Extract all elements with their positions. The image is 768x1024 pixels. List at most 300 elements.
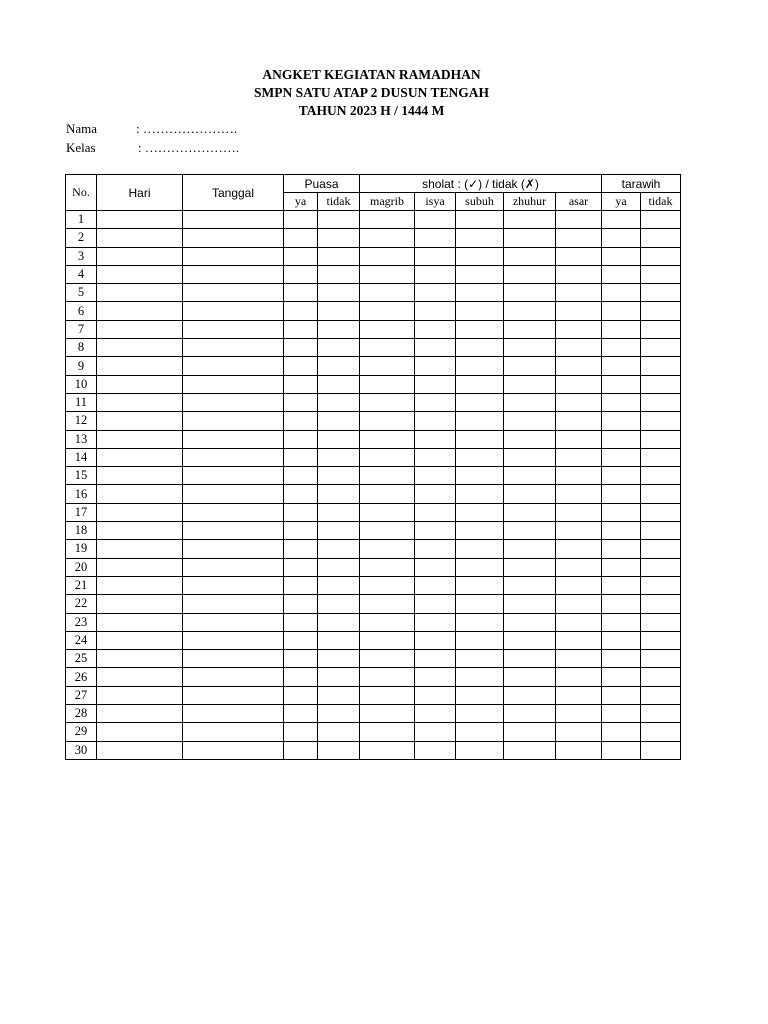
tarawih-ya-cell[interactable] bbox=[602, 265, 641, 283]
tanggal-cell[interactable] bbox=[183, 339, 284, 357]
hari-cell[interactable] bbox=[97, 613, 183, 631]
subuh-cell[interactable] bbox=[456, 595, 504, 613]
tanggal-cell[interactable] bbox=[183, 320, 284, 338]
tarawih-ya-cell[interactable] bbox=[602, 503, 641, 521]
puasa-ya-cell[interactable] bbox=[284, 540, 318, 558]
tarawih-tidak-cell[interactable] bbox=[641, 522, 681, 540]
puasa-ya-cell[interactable] bbox=[284, 485, 318, 503]
hari-cell[interactable] bbox=[97, 576, 183, 594]
subuh-cell[interactable] bbox=[456, 211, 504, 229]
subuh-cell[interactable] bbox=[456, 558, 504, 576]
puasa-tidak-cell[interactable] bbox=[318, 558, 360, 576]
puasa-ya-cell[interactable] bbox=[284, 357, 318, 375]
magrib-cell[interactable] bbox=[360, 741, 415, 759]
hari-cell[interactable] bbox=[97, 375, 183, 393]
puasa-tidak-cell[interactable] bbox=[318, 229, 360, 247]
hari-cell[interactable] bbox=[97, 430, 183, 448]
puasa-ya-cell[interactable] bbox=[284, 430, 318, 448]
hari-cell[interactable] bbox=[97, 558, 183, 576]
tanggal-cell[interactable] bbox=[183, 668, 284, 686]
zhuhur-cell[interactable] bbox=[504, 302, 556, 320]
puasa-ya-cell[interactable] bbox=[284, 393, 318, 411]
tarawih-ya-cell[interactable] bbox=[602, 668, 641, 686]
tarawih-ya-cell[interactable] bbox=[602, 320, 641, 338]
puasa-ya-cell[interactable] bbox=[284, 320, 318, 338]
subuh-cell[interactable] bbox=[456, 430, 504, 448]
tarawih-tidak-cell[interactable] bbox=[641, 412, 681, 430]
magrib-cell[interactable] bbox=[360, 595, 415, 613]
tanggal-cell[interactable] bbox=[183, 650, 284, 668]
tanggal-cell[interactable] bbox=[183, 467, 284, 485]
subuh-cell[interactable] bbox=[456, 302, 504, 320]
isya-cell[interactable] bbox=[415, 265, 456, 283]
subuh-cell[interactable] bbox=[456, 503, 504, 521]
subuh-cell[interactable] bbox=[456, 485, 504, 503]
isya-cell[interactable] bbox=[415, 522, 456, 540]
isya-cell[interactable] bbox=[415, 686, 456, 704]
tarawih-ya-cell[interactable] bbox=[602, 595, 641, 613]
asar-cell[interactable] bbox=[556, 448, 602, 466]
magrib-cell[interactable] bbox=[360, 522, 415, 540]
isya-cell[interactable] bbox=[415, 668, 456, 686]
tanggal-cell[interactable] bbox=[183, 412, 284, 430]
tanggal-cell[interactable] bbox=[183, 229, 284, 247]
asar-cell[interactable] bbox=[556, 503, 602, 521]
zhuhur-cell[interactable] bbox=[504, 631, 556, 649]
tanggal-cell[interactable] bbox=[183, 393, 284, 411]
zhuhur-cell[interactable] bbox=[504, 284, 556, 302]
asar-cell[interactable] bbox=[556, 393, 602, 411]
subuh-cell[interactable] bbox=[456, 375, 504, 393]
tanggal-cell[interactable] bbox=[183, 576, 284, 594]
puasa-ya-cell[interactable] bbox=[284, 448, 318, 466]
magrib-cell[interactable] bbox=[360, 540, 415, 558]
hari-cell[interactable] bbox=[97, 631, 183, 649]
magrib-cell[interactable] bbox=[360, 339, 415, 357]
tarawih-tidak-cell[interactable] bbox=[641, 723, 681, 741]
tarawih-ya-cell[interactable] bbox=[602, 448, 641, 466]
isya-cell[interactable] bbox=[415, 705, 456, 723]
hari-cell[interactable] bbox=[97, 229, 183, 247]
tarawih-ya-cell[interactable] bbox=[602, 430, 641, 448]
puasa-tidak-cell[interactable] bbox=[318, 650, 360, 668]
tarawih-tidak-cell[interactable] bbox=[641, 265, 681, 283]
tanggal-cell[interactable] bbox=[183, 448, 284, 466]
tanggal-cell[interactable] bbox=[183, 613, 284, 631]
tanggal-cell[interactable] bbox=[183, 595, 284, 613]
magrib-cell[interactable] bbox=[360, 412, 415, 430]
magrib-cell[interactable] bbox=[360, 650, 415, 668]
puasa-tidak-cell[interactable] bbox=[318, 723, 360, 741]
tarawih-ya-cell[interactable] bbox=[602, 650, 641, 668]
zhuhur-cell[interactable] bbox=[504, 741, 556, 759]
tarawih-tidak-cell[interactable] bbox=[641, 650, 681, 668]
zhuhur-cell[interactable] bbox=[504, 686, 556, 704]
asar-cell[interactable] bbox=[556, 705, 602, 723]
tarawih-ya-cell[interactable] bbox=[602, 247, 641, 265]
zhuhur-cell[interactable] bbox=[504, 339, 556, 357]
magrib-cell[interactable] bbox=[360, 686, 415, 704]
zhuhur-cell[interactable] bbox=[504, 320, 556, 338]
puasa-tidak-cell[interactable] bbox=[318, 741, 360, 759]
isya-cell[interactable] bbox=[415, 393, 456, 411]
tanggal-cell[interactable] bbox=[183, 247, 284, 265]
hari-cell[interactable] bbox=[97, 265, 183, 283]
subuh-cell[interactable] bbox=[456, 613, 504, 631]
zhuhur-cell[interactable] bbox=[504, 613, 556, 631]
magrib-cell[interactable] bbox=[360, 302, 415, 320]
magrib-cell[interactable] bbox=[360, 247, 415, 265]
magrib-cell[interactable] bbox=[360, 357, 415, 375]
isya-cell[interactable] bbox=[415, 229, 456, 247]
zhuhur-cell[interactable] bbox=[504, 412, 556, 430]
tanggal-cell[interactable] bbox=[183, 302, 284, 320]
tarawih-tidak-cell[interactable] bbox=[641, 375, 681, 393]
puasa-tidak-cell[interactable] bbox=[318, 631, 360, 649]
subuh-cell[interactable] bbox=[456, 723, 504, 741]
tarawih-ya-cell[interactable] bbox=[602, 576, 641, 594]
tarawih-tidak-cell[interactable] bbox=[641, 540, 681, 558]
magrib-cell[interactable] bbox=[360, 265, 415, 283]
subuh-cell[interactable] bbox=[456, 540, 504, 558]
isya-cell[interactable] bbox=[415, 558, 456, 576]
tarawih-tidak-cell[interactable] bbox=[641, 302, 681, 320]
hari-cell[interactable] bbox=[97, 485, 183, 503]
magrib-cell[interactable] bbox=[360, 485, 415, 503]
tarawih-ya-cell[interactable] bbox=[602, 229, 641, 247]
puasa-tidak-cell[interactable] bbox=[318, 265, 360, 283]
hari-cell[interactable] bbox=[97, 723, 183, 741]
zhuhur-cell[interactable] bbox=[504, 485, 556, 503]
asar-cell[interactable] bbox=[556, 522, 602, 540]
tanggal-cell[interactable] bbox=[183, 503, 284, 521]
isya-cell[interactable] bbox=[415, 723, 456, 741]
subuh-cell[interactable] bbox=[456, 284, 504, 302]
tarawih-tidak-cell[interactable] bbox=[641, 339, 681, 357]
puasa-ya-cell[interactable] bbox=[284, 595, 318, 613]
asar-cell[interactable] bbox=[556, 613, 602, 631]
tarawih-ya-cell[interactable] bbox=[602, 705, 641, 723]
puasa-ya-cell[interactable] bbox=[284, 668, 318, 686]
hari-cell[interactable] bbox=[97, 211, 183, 229]
puasa-tidak-cell[interactable] bbox=[318, 686, 360, 704]
isya-cell[interactable] bbox=[415, 467, 456, 485]
hari-cell[interactable] bbox=[97, 668, 183, 686]
asar-cell[interactable] bbox=[556, 668, 602, 686]
zhuhur-cell[interactable] bbox=[504, 375, 556, 393]
magrib-cell[interactable] bbox=[360, 631, 415, 649]
isya-cell[interactable] bbox=[415, 357, 456, 375]
puasa-ya-cell[interactable] bbox=[284, 522, 318, 540]
tarawih-ya-cell[interactable] bbox=[602, 485, 641, 503]
tanggal-cell[interactable] bbox=[183, 430, 284, 448]
subuh-cell[interactable] bbox=[456, 650, 504, 668]
tarawih-ya-cell[interactable] bbox=[602, 522, 641, 540]
asar-cell[interactable] bbox=[556, 558, 602, 576]
magrib-cell[interactable] bbox=[360, 613, 415, 631]
puasa-ya-cell[interactable] bbox=[284, 229, 318, 247]
subuh-cell[interactable] bbox=[456, 686, 504, 704]
puasa-tidak-cell[interactable] bbox=[318, 668, 360, 686]
isya-cell[interactable] bbox=[415, 412, 456, 430]
tarawih-ya-cell[interactable] bbox=[602, 284, 641, 302]
zhuhur-cell[interactable] bbox=[504, 705, 556, 723]
isya-cell[interactable] bbox=[415, 595, 456, 613]
isya-cell[interactable] bbox=[415, 631, 456, 649]
isya-cell[interactable] bbox=[415, 211, 456, 229]
puasa-ya-cell[interactable] bbox=[284, 211, 318, 229]
tarawih-tidak-cell[interactable] bbox=[641, 430, 681, 448]
hari-cell[interactable] bbox=[97, 448, 183, 466]
zhuhur-cell[interactable] bbox=[504, 211, 556, 229]
magrib-cell[interactable] bbox=[360, 448, 415, 466]
tarawih-tidak-cell[interactable] bbox=[641, 485, 681, 503]
subuh-cell[interactable] bbox=[456, 467, 504, 485]
isya-cell[interactable] bbox=[415, 339, 456, 357]
magrib-cell[interactable] bbox=[360, 430, 415, 448]
asar-cell[interactable] bbox=[556, 430, 602, 448]
tarawih-tidak-cell[interactable] bbox=[641, 357, 681, 375]
magrib-cell[interactable] bbox=[360, 503, 415, 521]
hari-cell[interactable] bbox=[97, 467, 183, 485]
puasa-ya-cell[interactable] bbox=[284, 284, 318, 302]
zhuhur-cell[interactable] bbox=[504, 467, 556, 485]
tarawih-ya-cell[interactable] bbox=[602, 412, 641, 430]
puasa-tidak-cell[interactable] bbox=[318, 284, 360, 302]
puasa-tidak-cell[interactable] bbox=[318, 320, 360, 338]
tarawih-tidak-cell[interactable] bbox=[641, 613, 681, 631]
subuh-cell[interactable] bbox=[456, 247, 504, 265]
puasa-tidak-cell[interactable] bbox=[318, 613, 360, 631]
tanggal-cell[interactable] bbox=[183, 686, 284, 704]
asar-cell[interactable] bbox=[556, 265, 602, 283]
subuh-cell[interactable] bbox=[456, 668, 504, 686]
subuh-cell[interactable] bbox=[456, 357, 504, 375]
hari-cell[interactable] bbox=[97, 393, 183, 411]
tanggal-cell[interactable] bbox=[183, 558, 284, 576]
puasa-tidak-cell[interactable] bbox=[318, 705, 360, 723]
zhuhur-cell[interactable] bbox=[504, 723, 556, 741]
magrib-cell[interactable] bbox=[360, 211, 415, 229]
subuh-cell[interactable] bbox=[456, 631, 504, 649]
hari-cell[interactable] bbox=[97, 247, 183, 265]
zhuhur-cell[interactable] bbox=[504, 650, 556, 668]
asar-cell[interactable] bbox=[556, 412, 602, 430]
hari-cell[interactable] bbox=[97, 705, 183, 723]
tarawih-tidak-cell[interactable] bbox=[641, 558, 681, 576]
tarawih-tidak-cell[interactable] bbox=[641, 467, 681, 485]
magrib-cell[interactable] bbox=[360, 393, 415, 411]
tarawih-ya-cell[interactable] bbox=[602, 467, 641, 485]
tarawih-ya-cell[interactable] bbox=[602, 211, 641, 229]
tanggal-cell[interactable] bbox=[183, 741, 284, 759]
puasa-tidak-cell[interactable] bbox=[318, 522, 360, 540]
asar-cell[interactable] bbox=[556, 741, 602, 759]
hari-cell[interactable] bbox=[97, 540, 183, 558]
subuh-cell[interactable] bbox=[456, 522, 504, 540]
asar-cell[interactable] bbox=[556, 211, 602, 229]
subuh-cell[interactable] bbox=[456, 412, 504, 430]
hari-cell[interactable] bbox=[97, 357, 183, 375]
asar-cell[interactable] bbox=[556, 229, 602, 247]
puasa-tidak-cell[interactable] bbox=[318, 448, 360, 466]
tarawih-ya-cell[interactable] bbox=[602, 302, 641, 320]
asar-cell[interactable] bbox=[556, 357, 602, 375]
tanggal-cell[interactable] bbox=[183, 705, 284, 723]
asar-cell[interactable] bbox=[556, 339, 602, 357]
puasa-tidak-cell[interactable] bbox=[318, 503, 360, 521]
tarawih-tidak-cell[interactable] bbox=[641, 320, 681, 338]
isya-cell[interactable] bbox=[415, 576, 456, 594]
puasa-tidak-cell[interactable] bbox=[318, 302, 360, 320]
hari-cell[interactable] bbox=[97, 320, 183, 338]
asar-cell[interactable] bbox=[556, 302, 602, 320]
isya-cell[interactable] bbox=[415, 247, 456, 265]
puasa-ya-cell[interactable] bbox=[284, 375, 318, 393]
zhuhur-cell[interactable] bbox=[504, 357, 556, 375]
tarawih-tidak-cell[interactable] bbox=[641, 229, 681, 247]
puasa-ya-cell[interactable] bbox=[284, 558, 318, 576]
magrib-cell[interactable] bbox=[360, 558, 415, 576]
puasa-ya-cell[interactable] bbox=[284, 705, 318, 723]
isya-cell[interactable] bbox=[415, 375, 456, 393]
subuh-cell[interactable] bbox=[456, 320, 504, 338]
asar-cell[interactable] bbox=[556, 540, 602, 558]
isya-cell[interactable] bbox=[415, 540, 456, 558]
tanggal-cell[interactable] bbox=[183, 375, 284, 393]
tanggal-cell[interactable] bbox=[183, 485, 284, 503]
hari-cell[interactable] bbox=[97, 741, 183, 759]
tarawih-tidak-cell[interactable] bbox=[641, 576, 681, 594]
isya-cell[interactable] bbox=[415, 320, 456, 338]
isya-cell[interactable] bbox=[415, 650, 456, 668]
puasa-ya-cell[interactable] bbox=[284, 467, 318, 485]
puasa-ya-cell[interactable] bbox=[284, 265, 318, 283]
hari-cell[interactable] bbox=[97, 522, 183, 540]
asar-cell[interactable] bbox=[556, 485, 602, 503]
tarawih-tidak-cell[interactable] bbox=[641, 631, 681, 649]
tanggal-cell[interactable] bbox=[183, 211, 284, 229]
puasa-ya-cell[interactable] bbox=[284, 613, 318, 631]
tarawih-ya-cell[interactable] bbox=[602, 741, 641, 759]
tarawih-ya-cell[interactable] bbox=[602, 393, 641, 411]
asar-cell[interactable] bbox=[556, 576, 602, 594]
asar-cell[interactable] bbox=[556, 284, 602, 302]
hari-cell[interactable] bbox=[97, 339, 183, 357]
tarawih-ya-cell[interactable] bbox=[602, 631, 641, 649]
zhuhur-cell[interactable] bbox=[504, 522, 556, 540]
puasa-ya-cell[interactable] bbox=[284, 247, 318, 265]
magrib-cell[interactable] bbox=[360, 320, 415, 338]
puasa-tidak-cell[interactable] bbox=[318, 595, 360, 613]
subuh-cell[interactable] bbox=[456, 229, 504, 247]
tarawih-ya-cell[interactable] bbox=[602, 357, 641, 375]
puasa-tidak-cell[interactable] bbox=[318, 430, 360, 448]
subuh-cell[interactable] bbox=[456, 393, 504, 411]
isya-cell[interactable] bbox=[415, 430, 456, 448]
subuh-cell[interactable] bbox=[456, 705, 504, 723]
zhuhur-cell[interactable] bbox=[504, 229, 556, 247]
isya-cell[interactable] bbox=[415, 284, 456, 302]
puasa-tidak-cell[interactable] bbox=[318, 467, 360, 485]
asar-cell[interactable] bbox=[556, 631, 602, 649]
puasa-ya-cell[interactable] bbox=[284, 723, 318, 741]
puasa-ya-cell[interactable] bbox=[284, 686, 318, 704]
tanggal-cell[interactable] bbox=[183, 265, 284, 283]
zhuhur-cell[interactable] bbox=[504, 448, 556, 466]
isya-cell[interactable] bbox=[415, 302, 456, 320]
tarawih-ya-cell[interactable] bbox=[602, 723, 641, 741]
tanggal-cell[interactable] bbox=[183, 522, 284, 540]
asar-cell[interactable] bbox=[556, 320, 602, 338]
tarawih-tidak-cell[interactable] bbox=[641, 595, 681, 613]
magrib-cell[interactable] bbox=[360, 284, 415, 302]
zhuhur-cell[interactable] bbox=[504, 265, 556, 283]
zhuhur-cell[interactable] bbox=[504, 668, 556, 686]
tarawih-tidak-cell[interactable] bbox=[641, 741, 681, 759]
puasa-tidak-cell[interactable] bbox=[318, 339, 360, 357]
puasa-ya-cell[interactable] bbox=[284, 650, 318, 668]
asar-cell[interactable] bbox=[556, 650, 602, 668]
tarawih-ya-cell[interactable] bbox=[602, 339, 641, 357]
puasa-ya-cell[interactable] bbox=[284, 302, 318, 320]
puasa-tidak-cell[interactable] bbox=[318, 357, 360, 375]
tarawih-tidak-cell[interactable] bbox=[641, 448, 681, 466]
puasa-ya-cell[interactable] bbox=[284, 412, 318, 430]
hari-cell[interactable] bbox=[97, 650, 183, 668]
asar-cell[interactable] bbox=[556, 686, 602, 704]
zhuhur-cell[interactable] bbox=[504, 503, 556, 521]
asar-cell[interactable] bbox=[556, 375, 602, 393]
tanggal-cell[interactable] bbox=[183, 631, 284, 649]
asar-cell[interactable] bbox=[556, 723, 602, 741]
puasa-ya-cell[interactable] bbox=[284, 576, 318, 594]
tarawih-tidak-cell[interactable] bbox=[641, 686, 681, 704]
isya-cell[interactable] bbox=[415, 613, 456, 631]
subuh-cell[interactable] bbox=[456, 339, 504, 357]
zhuhur-cell[interactable] bbox=[504, 430, 556, 448]
magrib-cell[interactable] bbox=[360, 229, 415, 247]
tarawih-ya-cell[interactable] bbox=[602, 375, 641, 393]
tanggal-cell[interactable] bbox=[183, 357, 284, 375]
isya-cell[interactable] bbox=[415, 485, 456, 503]
tarawih-ya-cell[interactable] bbox=[602, 558, 641, 576]
puasa-ya-cell[interactable] bbox=[284, 631, 318, 649]
tarawih-tidak-cell[interactable] bbox=[641, 247, 681, 265]
tarawih-tidak-cell[interactable] bbox=[641, 668, 681, 686]
asar-cell[interactable] bbox=[556, 467, 602, 485]
puasa-tidak-cell[interactable] bbox=[318, 375, 360, 393]
puasa-tidak-cell[interactable] bbox=[318, 540, 360, 558]
magrib-cell[interactable] bbox=[360, 705, 415, 723]
zhuhur-cell[interactable] bbox=[504, 540, 556, 558]
tarawih-tidak-cell[interactable] bbox=[641, 284, 681, 302]
tanggal-cell[interactable] bbox=[183, 540, 284, 558]
tarawih-ya-cell[interactable] bbox=[602, 613, 641, 631]
subuh-cell[interactable] bbox=[456, 265, 504, 283]
puasa-ya-cell[interactable] bbox=[284, 741, 318, 759]
tarawih-ya-cell[interactable] bbox=[602, 540, 641, 558]
tarawih-tidak-cell[interactable] bbox=[641, 211, 681, 229]
puasa-tidak-cell[interactable] bbox=[318, 247, 360, 265]
puasa-tidak-cell[interactable] bbox=[318, 393, 360, 411]
hari-cell[interactable] bbox=[97, 302, 183, 320]
magrib-cell[interactable] bbox=[360, 375, 415, 393]
hari-cell[interactable] bbox=[97, 595, 183, 613]
isya-cell[interactable] bbox=[415, 741, 456, 759]
zhuhur-cell[interactable] bbox=[504, 558, 556, 576]
zhuhur-cell[interactable] bbox=[504, 247, 556, 265]
